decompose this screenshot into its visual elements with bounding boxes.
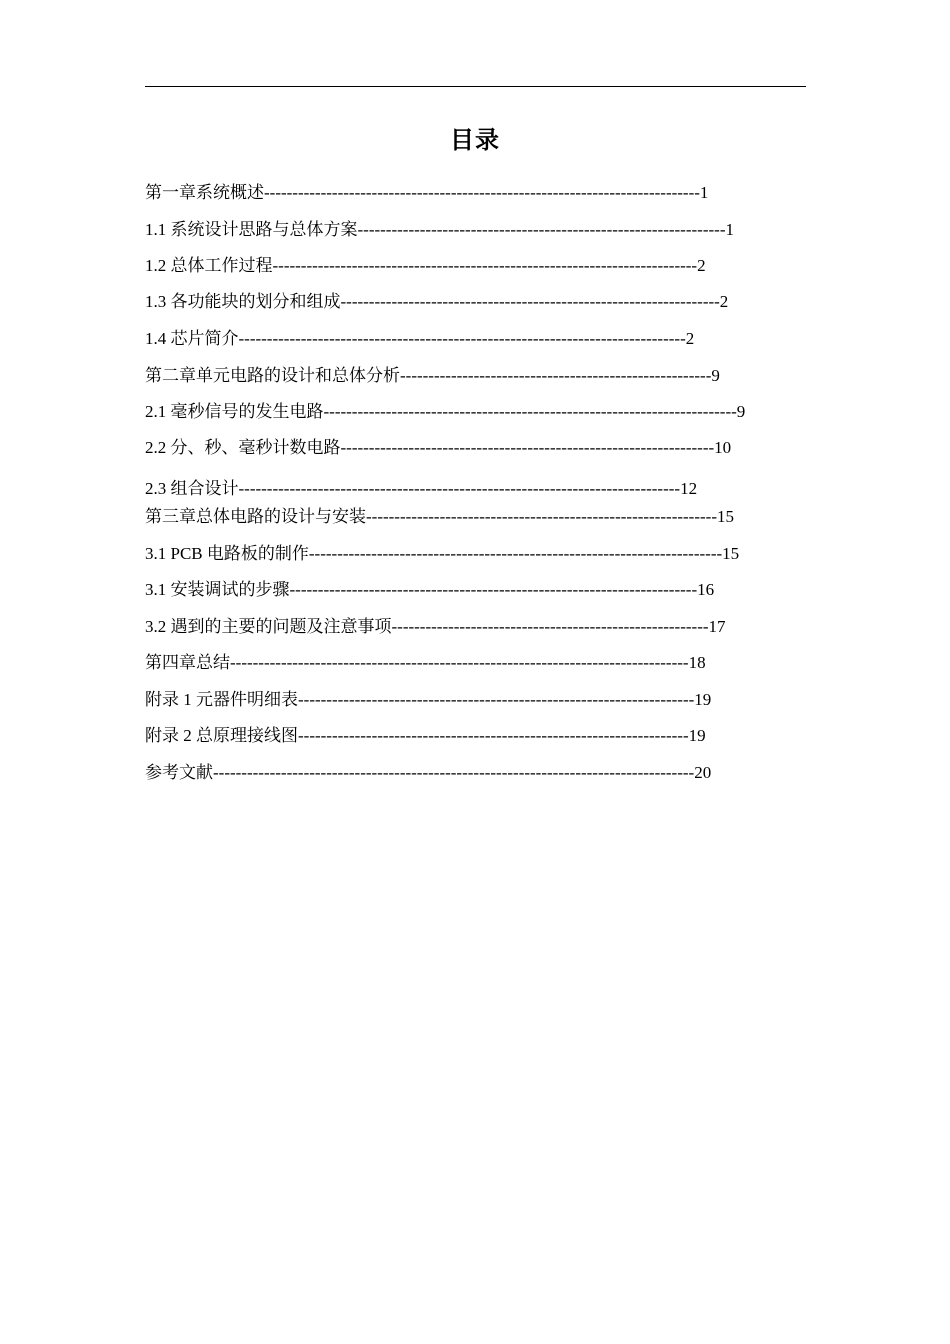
toc-entry-label: 2.3 组合设计 — [145, 479, 239, 498]
toc-entry-leader: -------------------------------------------------------- — [391, 617, 709, 636]
toc-entry-page: 19 — [694, 690, 712, 709]
toc-entry-chapter-3[interactable] — [145, 506, 734, 528]
toc-entry-leader: --------------------------------------------------------------------------------- — [230, 653, 689, 672]
toc-entry-leader: --------------------------------------------------------------------- — [298, 726, 689, 745]
toc-entry-page: 20 — [694, 763, 712, 782]
toc-entry-leader: --------------------------------------------------------------------------- — [272, 256, 698, 275]
toc-entry-page: 18 — [688, 653, 706, 672]
page-title: 目录 — [450, 126, 500, 154]
toc-entry-3-1-pcb[interactable] — [145, 543, 739, 565]
toc-entry-leader: ----------------------------------------------------------------- — [357, 220, 726, 239]
toc-entry-label: 附录 1 元器件明细表 — [145, 690, 298, 709]
toc-entry-label: 2.2 分、秒、毫秒计数电路 — [145, 438, 341, 457]
toc-entry-label: 第二章单元电路的设计和总体分析 — [145, 366, 400, 385]
toc-entry-chapter-1[interactable] — [145, 182, 708, 204]
toc-entry-references[interactable] — [145, 762, 711, 784]
toc-entry-leader: ------------------------------------------------------- — [400, 366, 712, 385]
toc-entry-label: 1.1 系统设计思路与总体方案 — [145, 220, 358, 239]
toc-entry-label: 3.1 安装调试的步骤 — [145, 580, 290, 599]
toc-entry-label: 1.3 各功能块的划分和组成 — [145, 292, 341, 311]
toc-entry-appendix-1[interactable] — [145, 689, 711, 711]
toc-entry-page: 9 — [711, 366, 720, 385]
toc-entry-1-2[interactable] — [145, 255, 706, 277]
toc-entry-2-3[interactable] — [145, 478, 697, 500]
toc-entry-page: 2 — [697, 256, 706, 275]
toc-entry-2-1[interactable] — [145, 401, 745, 423]
toc-entry-page: 10 — [714, 438, 732, 457]
toc-entry-1-1[interactable] — [145, 219, 734, 241]
toc-entry-page: 2 — [685, 329, 695, 348]
toc-entry-leader: -------------------------------------------------------------- — [366, 507, 717, 526]
toc-entry-appendix-2[interactable] — [145, 725, 706, 747]
toc-entry-page: 15 — [722, 544, 740, 563]
toc-entry-label: 1.2 总体工作过程 — [145, 256, 273, 275]
toc-entry-page: 12 — [680, 479, 698, 498]
toc-entry-label: 3.1 PCB 电路板的制作 — [145, 544, 309, 563]
toc-entry-label: 参考文献 — [145, 763, 213, 782]
toc-entry-page: 1 — [699, 183, 709, 202]
toc-entry-leader: ----------------------------------------------------------------------------- — [264, 183, 700, 202]
toc-entry-chapter-2[interactable] — [145, 365, 720, 387]
toc-entry-leader: ------------------------------------------------------------------ — [340, 438, 715, 457]
header-rule — [145, 86, 806, 87]
toc-entry-3-2[interactable] — [145, 616, 726, 638]
toc-entry-label: 第三章总体电路的设计与安装 — [145, 507, 366, 526]
toc-entry-leader: ------------------------------------------------------------------------- — [323, 402, 737, 421]
toc-entry-leader: ------------------------------------------------------------------------------ — [238, 479, 681, 498]
toc-entry-1-4[interactable] — [145, 328, 694, 350]
toc-entry-label: 3.2 遇到的主要的问题及注意事项 — [145, 617, 392, 636]
toc-entry-label: 附录 2 总原理接线图 — [145, 726, 298, 745]
toc-entry-leader: ------------------------------------------------------------------------------------- — [213, 763, 695, 782]
toc-entry-page: 17 — [708, 617, 726, 636]
toc-entry-label: 第一章系统概述 — [145, 183, 264, 202]
toc-entry-label: 1.4 芯片简介 — [145, 329, 239, 348]
toc-entry-3-1-install[interactable] — [145, 579, 714, 601]
toc-entry-page: 19 — [688, 726, 706, 745]
toc-entry-page: 15 — [717, 507, 734, 526]
toc-entry-leader: ------------------------------------------------------------------- — [340, 292, 720, 311]
toc-entry-chapter-4[interactable] — [145, 652, 706, 674]
toc-entry-leader: ---------------------------------------------------------------------- — [298, 690, 695, 709]
toc-entry-leader: ------------------------------------------------------------------------------- — [238, 329, 686, 348]
toc-entry-page: 16 — [697, 580, 715, 599]
toc-entry-label: 2.1 毫秒信号的发生电路 — [145, 402, 324, 421]
toc-entry-page: 1 — [725, 220, 734, 239]
toc-entry-1-3[interactable] — [145, 291, 728, 313]
toc-entry-leader: ------------------------------------------------------------------------- — [308, 544, 723, 563]
toc-entry-leader: ------------------------------------------------------------------------ — [289, 580, 698, 599]
toc-entry-page: 9 — [736, 402, 746, 421]
toc-entry-page: 2 — [719, 292, 729, 311]
toc-entry-2-2[interactable] — [145, 437, 731, 459]
toc-entry-label: 第四章总结 — [145, 653, 230, 672]
